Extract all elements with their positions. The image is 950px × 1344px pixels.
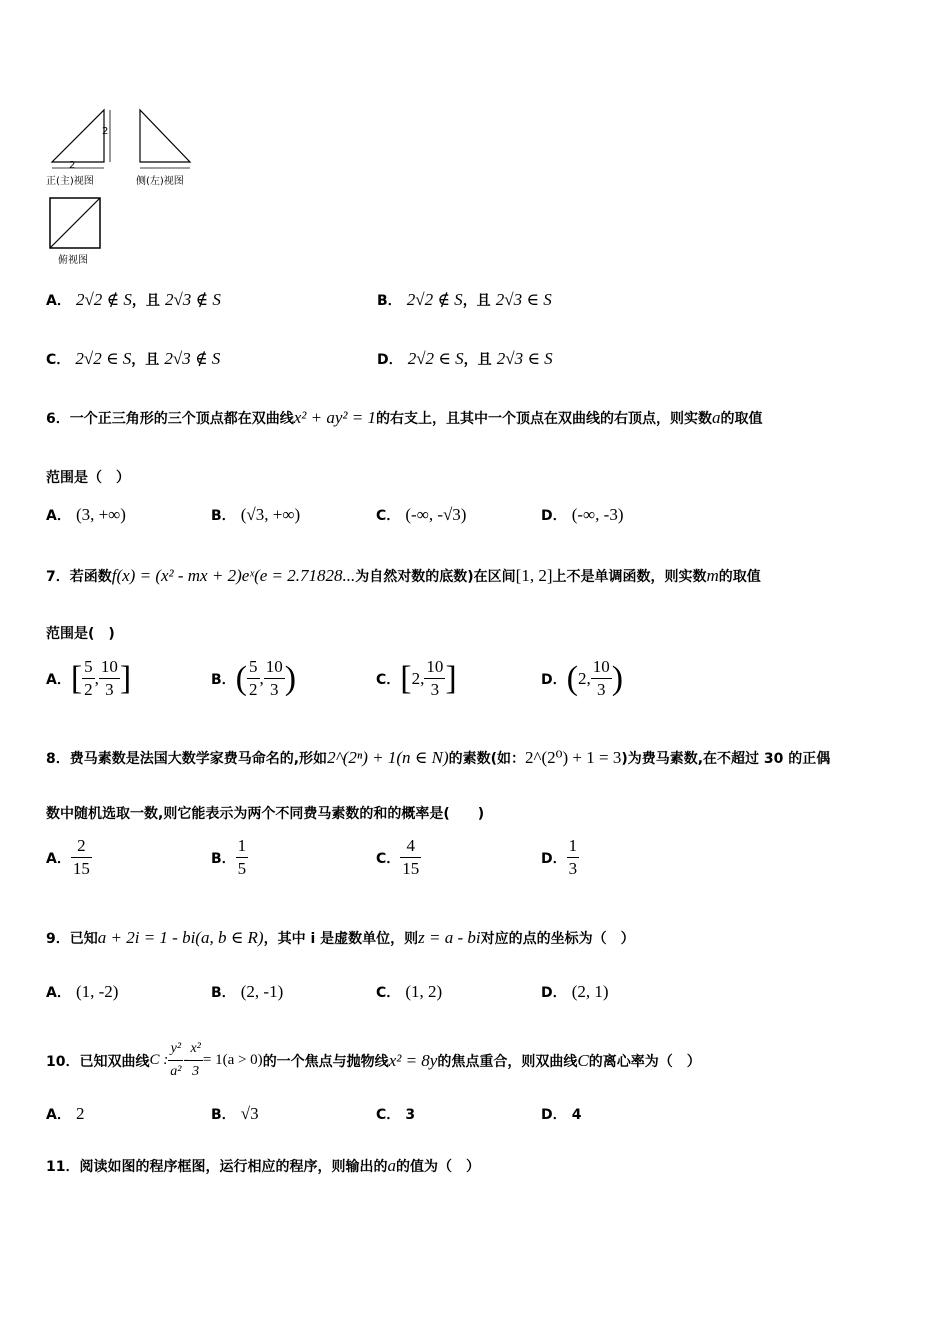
option-label: A． xyxy=(46,293,71,309)
option-label: C． xyxy=(376,850,401,867)
option-value: (√3, +∞) xyxy=(240,505,301,524)
q9-option-d[interactable] xyxy=(541,982,706,1002)
option-label: B． xyxy=(211,508,236,524)
q7-function: f(x) = (x² - mx + 2)eˣ(e = 2.71828... xyxy=(111,566,356,585)
option-value: (1, 2) xyxy=(405,982,443,1001)
option-label: B． xyxy=(211,671,236,688)
q6-var: a xyxy=(711,408,721,427)
option-label: C． xyxy=(46,352,71,368)
q6-option-d[interactable] xyxy=(541,505,706,525)
fraction: $\frac{1}{3}$ xyxy=(568,836,578,878)
side-view xyxy=(140,110,190,168)
option-expr: 2√2 ∉ S xyxy=(406,290,463,309)
option-conj: ，且 xyxy=(463,352,492,368)
bracket: [ xyxy=(70,659,83,697)
q7-stem xyxy=(46,566,761,586)
q9-options xyxy=(46,982,906,1002)
q10-lead: 10．已知双曲线 xyxy=(46,1053,150,1070)
q10-options xyxy=(46,1104,906,1124)
q6-stem-line2: 范围是（ ） xyxy=(46,470,130,486)
option-expr: 2√3 ∈ S xyxy=(496,349,553,368)
option-expr: 2√3 ∉ S xyxy=(164,290,221,309)
q8-option-c[interactable] xyxy=(376,835,541,880)
q10-parabola: x² = 8y xyxy=(388,1050,438,1070)
option-value: (3, +∞) xyxy=(75,505,126,524)
option-label: A． xyxy=(46,508,71,524)
option-label: C． xyxy=(376,985,401,1001)
q10-option-a[interactable] xyxy=(46,1104,211,1124)
q10-option-b[interactable] xyxy=(211,1104,376,1124)
option-value: 2 xyxy=(75,1104,85,1123)
q10-curve-name: C : xyxy=(149,1052,169,1068)
q7-var: m xyxy=(706,566,719,585)
option-label: D． xyxy=(541,1107,567,1123)
q10-option-d[interactable] xyxy=(541,1104,706,1124)
fraction: $\frac{4}{15}$ xyxy=(402,836,420,878)
option-label: A． xyxy=(46,671,71,688)
option-label: D． xyxy=(541,508,567,524)
bracket: ) xyxy=(611,659,624,697)
q8-option-b[interactable] xyxy=(211,835,376,880)
q10-fraction-y: $\frac{\text{y²}}{\text{a²}}$ xyxy=(168,1038,183,1083)
q10-option-c[interactable] xyxy=(376,1104,541,1124)
option-expr: 2√2 ∈ S xyxy=(407,349,464,368)
q8-stem-line2: 数中随机选取一数,则它能表示为两个不同费马素数的和的概率是( ) xyxy=(46,806,485,822)
option-value: 4 xyxy=(571,1107,582,1123)
bracket: ] xyxy=(119,659,132,697)
option-label: C． xyxy=(376,671,401,688)
option-label: D． xyxy=(541,850,567,867)
top-view xyxy=(50,198,100,248)
top-view-caption: 俯视图 xyxy=(58,255,88,266)
option-label: B． xyxy=(377,293,402,309)
q9-option-c[interactable] xyxy=(376,982,541,1002)
q9-equation: a + 2i = 1 - bi(a, b ∈ R) xyxy=(97,928,264,947)
front-view xyxy=(52,110,110,168)
bracket: [ xyxy=(400,659,412,697)
option-label: B． xyxy=(211,1107,236,1123)
q7-option-d[interactable] xyxy=(541,656,706,701)
q9-tail: 对应的点的坐标为（ ） xyxy=(480,931,635,947)
q7-option-b[interactable]: B． ( $\frac{5}{2}$ , $\frac{10}{3}$ ) xyxy=(211,657,297,699)
q5-option-a[interactable] xyxy=(46,290,221,310)
q7-mid2: 上不是单调函数，则实数 xyxy=(552,569,707,585)
fraction: $\frac{10}{3}$ xyxy=(426,657,444,699)
fraction: $\frac{10}{3}$ xyxy=(592,657,610,699)
q6-mid: 的右支上，且其中一个顶点在双曲线的右顶点，则实数 xyxy=(375,411,712,427)
bracket: ] xyxy=(445,659,457,697)
q11-tail: 的值为（ ） xyxy=(395,1159,480,1175)
q5-option-d[interactable] xyxy=(377,349,553,369)
option-label: D． xyxy=(541,985,567,1001)
option-label: B． xyxy=(211,985,236,1001)
option-expr: 2√2 ∉ S xyxy=(75,290,132,309)
bracket: ( xyxy=(235,659,247,697)
q10-mid: 的一个焦点与抛物线 xyxy=(262,1053,389,1070)
option-label: C． xyxy=(376,1107,401,1123)
q7-tail: 的取值 xyxy=(718,569,761,585)
q6-option-a[interactable] xyxy=(46,505,211,525)
q6-option-b[interactable] xyxy=(211,505,376,525)
q7-stem-line2: 范围是( ) xyxy=(46,626,115,642)
q9-z: z = a - bi xyxy=(418,928,481,947)
option-label: A． xyxy=(46,850,71,867)
bracket: ) xyxy=(284,659,297,697)
option-value: (2, -1) xyxy=(240,982,284,1001)
q5-option-c[interactable] xyxy=(46,349,220,369)
three-view-figure xyxy=(44,104,204,274)
dim-height-label: 2 xyxy=(102,126,109,137)
q8-options xyxy=(46,835,906,880)
option-value: 2, xyxy=(577,668,591,688)
option-value: √3 xyxy=(240,1104,259,1123)
option-expr: 2√3 ∈ S xyxy=(495,290,552,309)
q7-lead: 7．若函数 xyxy=(46,569,112,585)
q7-option-a[interactable]: A． [ $\frac{5}{2}$ , $\frac{10}{3}$ ] xyxy=(46,657,132,699)
bracket: ( xyxy=(566,659,578,697)
dim-width-label: 2 xyxy=(69,160,76,171)
option-value: (2, 1) xyxy=(571,982,609,1001)
q6-lead: 6．一个正三角形的三个顶点都在双曲线 xyxy=(46,411,294,427)
option-conj: ，且 xyxy=(131,352,160,368)
fraction: $\frac{5}{2}$ xyxy=(84,657,93,699)
option-value: 3 xyxy=(405,1107,416,1123)
q7-options xyxy=(46,656,906,701)
option-expr: 2√3 ∉ S xyxy=(164,349,221,368)
q8-lead: 8．费马素数是法国大数学家费马命名的,形如 xyxy=(46,751,328,767)
option-value: (1, -2) xyxy=(75,982,119,1001)
q8-option-d[interactable] xyxy=(541,835,706,880)
front-view-caption: 正(主)视图 xyxy=(46,176,94,187)
option-label: A． xyxy=(46,985,71,1001)
q6-option-c[interactable] xyxy=(376,505,541,525)
fraction: $\frac{10}{3}$ xyxy=(100,657,118,699)
q8-form: 2^(2ⁿ) + 1(n ∈ N) xyxy=(327,748,449,767)
q5-option-b[interactable] xyxy=(377,290,552,310)
q10-eq-rest: = 1(a > 0) xyxy=(202,1052,263,1068)
fraction: $\frac{5}{2}$ xyxy=(249,657,258,699)
q10-fraction-x: $\frac{\text{x²}}{3}$ xyxy=(188,1038,202,1083)
option-expr: 2√2 ∈ S xyxy=(75,349,132,368)
option-value: (-∞, -3) xyxy=(571,505,624,524)
q7-option-c[interactable] xyxy=(376,656,541,701)
fraction: $\frac{1}{5}$ xyxy=(237,836,247,878)
q6-tail: 的取值 xyxy=(720,411,763,427)
side-view-caption: 侧(左)视图 xyxy=(136,176,184,187)
q10-minus: - xyxy=(183,1052,189,1068)
q9-mid: ，其中 i 是虚数单位，则 xyxy=(263,931,419,947)
q6-options xyxy=(46,505,906,525)
q10-c: C xyxy=(577,1050,589,1070)
q8-tail: )为费马素数,在不超过 30 的正偶 xyxy=(621,751,831,767)
q9-option-b[interactable] xyxy=(211,982,376,1002)
q9-option-a[interactable] xyxy=(46,982,211,1002)
option-value: 2, xyxy=(411,668,425,688)
option-label: B． xyxy=(211,850,236,867)
q11-lead: 11．阅读如图的程序框图，运行相应的程序，则输出的 xyxy=(46,1159,388,1175)
q9-lead: 9．已知 xyxy=(46,931,98,947)
q11-stem xyxy=(46,1156,480,1176)
q10-tail: 的离心率为（ ） xyxy=(588,1053,701,1070)
q10-stem xyxy=(46,1038,701,1083)
q8-stem xyxy=(46,748,830,768)
option-value: (-∞, -√3) xyxy=(405,505,467,524)
option-conj: ，且 xyxy=(131,293,160,309)
q6-equation: x² + ay² = 1 xyxy=(293,408,376,427)
q9-stem xyxy=(46,928,635,948)
q6-stem xyxy=(46,408,762,428)
option-label: C． xyxy=(376,508,401,524)
option-label: A． xyxy=(46,1107,71,1123)
q11-var: a xyxy=(387,1156,396,1175)
q8-mid: 的素数(如： xyxy=(448,751,526,767)
q8-example: 2^(2⁰) + 1 = 3 xyxy=(525,748,622,767)
q7-mid: 为自然对数的底数)在区间 xyxy=(355,569,516,585)
option-label: D． xyxy=(377,352,403,368)
fraction: $\frac{10}{3}$ xyxy=(265,657,283,699)
fraction: $\frac{2}{15}$ xyxy=(72,836,90,878)
option-label: D． xyxy=(541,671,567,688)
q10-mid2: 的焦点重合，则双曲线 xyxy=(437,1053,578,1070)
q8-option-a[interactable] xyxy=(46,835,211,880)
option-conj: ，且 xyxy=(462,293,491,309)
q7-interval: [1, 2] xyxy=(515,566,553,585)
